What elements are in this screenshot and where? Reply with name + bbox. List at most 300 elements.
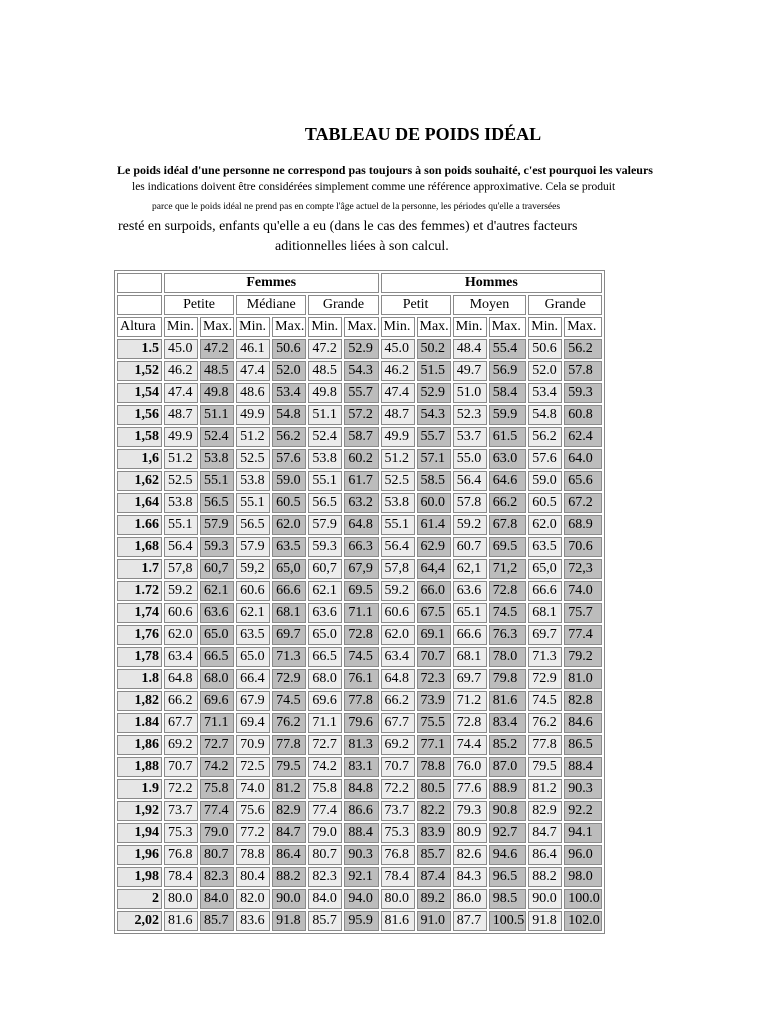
max-weight-cell: 100.0 (564, 889, 602, 909)
min-weight-cell: 63.6 (308, 603, 342, 623)
max-weight-cell: 75.7 (564, 603, 602, 623)
min-weight-cell: 51.0 (453, 383, 487, 403)
table-row (117, 735, 602, 755)
max-weight-cell: 52.9 (344, 339, 378, 359)
max-weight-cell: 54.3 (344, 361, 378, 381)
min-weight-cell: 80.9 (453, 823, 487, 843)
table-row (117, 625, 602, 645)
max-weight-cell: 56.5 (200, 493, 234, 513)
table-row (117, 405, 602, 425)
table-row (117, 537, 602, 557)
max-weight-cell: 47.2 (200, 339, 234, 359)
table-row (117, 801, 602, 821)
max-weight-cell: 62.0 (272, 515, 306, 535)
min-weight-cell: 75.6 (236, 801, 270, 821)
max-weight-cell: 85.7 (200, 911, 234, 931)
max-weight-cell: 79.2 (564, 647, 602, 667)
max-weight-cell: 59.3 (564, 383, 602, 403)
min-weight-cell: 52.5 (164, 471, 198, 491)
min-weight-cell: 59.3 (308, 537, 342, 557)
max-weight-cell: 75.8 (200, 779, 234, 799)
min-header-cell: Min. (164, 317, 198, 337)
min-weight-cell: 66.6 (453, 625, 487, 645)
height-cell: 1,94 (117, 823, 162, 843)
min-weight-cell: 66.6 (528, 581, 562, 601)
max-weight-cell: 59.3 (200, 537, 234, 557)
height-cell: 1,98 (117, 867, 162, 887)
size-header-cell: Médiane (236, 295, 306, 315)
min-header-cell: Min. (528, 317, 562, 337)
max-weight-cell: 90.3 (344, 845, 378, 865)
min-weight-cell: 59.2 (164, 581, 198, 601)
height-header-cell: Altura (117, 317, 162, 337)
table-row (117, 603, 602, 623)
max-weight-cell: 69.1 (417, 625, 451, 645)
intro-line-2: les indications doivent être considérées simplement comme une référence approximative. Cela se produit (132, 181, 616, 193)
min-weight-cell: 62.1 (236, 603, 270, 623)
max-weight-cell: 91.8 (272, 911, 306, 931)
height-cell: 1.5 (117, 339, 162, 359)
min-weight-cell: 45.0 (381, 339, 415, 359)
height-cell: 1,68 (117, 537, 162, 557)
min-weight-cell: 76.2 (528, 713, 562, 733)
height-cell: 1.84 (117, 713, 162, 733)
min-weight-cell: 56.4 (453, 471, 487, 491)
min-weight-cell: 74.0 (236, 779, 270, 799)
max-weight-cell: 96.0 (564, 845, 602, 865)
max-weight-cell: 54.3 (417, 405, 451, 425)
height-cell: 1,82 (117, 691, 162, 711)
max-weight-cell: 68.1 (272, 603, 306, 623)
min-weight-cell: 65.0 (236, 647, 270, 667)
max-weight-cell: 72.8 (489, 581, 527, 601)
max-header-cell: Max. (489, 317, 527, 337)
max-weight-cell: 64.8 (344, 515, 378, 535)
size-header-cell: Moyen (453, 295, 527, 315)
min-weight-cell: 74.2 (308, 757, 342, 777)
min-weight-cell: 72.5 (236, 757, 270, 777)
min-weight-cell: 47.4 (164, 383, 198, 403)
max-weight-cell: 57.1 (417, 449, 451, 469)
min-weight-cell: 72.7 (308, 735, 342, 755)
max-weight-cell: 59.9 (489, 405, 527, 425)
min-weight-cell: 70.9 (236, 735, 270, 755)
min-weight-cell: 73.7 (164, 801, 198, 821)
min-weight-cell: 82.3 (308, 867, 342, 887)
max-weight-cell: 94.0 (344, 889, 378, 909)
max-header-cell: Max. (344, 317, 378, 337)
min-weight-cell: 59.0 (528, 471, 562, 491)
min-weight-cell: 76.0 (453, 757, 487, 777)
max-weight-cell: 85.2 (489, 735, 527, 755)
min-header-cell: Min. (236, 317, 270, 337)
max-weight-cell: 57.6 (272, 449, 306, 469)
min-weight-cell: 63.5 (528, 537, 562, 557)
max-weight-cell: 98.0 (564, 867, 602, 887)
max-weight-cell: 78.0 (489, 647, 527, 667)
max-weight-cell: 59.0 (272, 471, 306, 491)
height-cell: 1,96 (117, 845, 162, 865)
max-weight-cell: 77.8 (344, 691, 378, 711)
max-weight-cell: 68.0 (200, 669, 234, 689)
min-weight-cell: 62,1 (453, 559, 487, 579)
min-weight-cell: 52.0 (528, 361, 562, 381)
size-header-cell: Petite (164, 295, 234, 315)
table-row (117, 471, 602, 491)
max-weight-cell: 72.9 (272, 669, 306, 689)
max-weight-cell: 60.8 (564, 405, 602, 425)
min-weight-cell: 48.5 (308, 361, 342, 381)
group-header-femmes: Femmes (164, 273, 379, 293)
max-weight-cell: 77.1 (417, 735, 451, 755)
max-weight-cell: 73.9 (417, 691, 451, 711)
min-weight-cell: 82.6 (453, 845, 487, 865)
min-weight-cell: 81.6 (164, 911, 198, 931)
table-row (117, 713, 602, 733)
min-weight-cell: 90.0 (528, 889, 562, 909)
table-row (117, 691, 602, 711)
max-weight-cell: 66.0 (417, 581, 451, 601)
max-weight-cell: 79.8 (489, 669, 527, 689)
max-weight-cell: 76.1 (344, 669, 378, 689)
min-weight-cell: 49.9 (381, 427, 415, 447)
max-weight-cell: 52.0 (272, 361, 306, 381)
min-weight-cell: 63.5 (236, 625, 270, 645)
min-weight-cell: 87.7 (453, 911, 487, 931)
max-weight-cell: 62.4 (564, 427, 602, 447)
min-weight-cell: 82.0 (236, 889, 270, 909)
minmax-header-row (117, 317, 602, 337)
max-weight-cell: 69.6 (200, 691, 234, 711)
min-weight-cell: 72.2 (164, 779, 198, 799)
max-weight-cell: 80.5 (417, 779, 451, 799)
min-weight-cell: 48.6 (236, 383, 270, 403)
max-weight-cell: 60.2 (344, 449, 378, 469)
max-weight-cell: 88.4 (564, 757, 602, 777)
max-weight-cell: 71.1 (344, 603, 378, 623)
intro-line-3: parce que le poids idéal ne prend pas en compte l'âge actuel de la personne, les périodes qu'elle a traversées (152, 202, 561, 212)
min-weight-cell: 75.3 (381, 823, 415, 843)
min-weight-cell: 67.9 (236, 691, 270, 711)
max-weight-cell: 92.2 (564, 801, 602, 821)
max-weight-cell: 84.8 (344, 779, 378, 799)
max-weight-cell: 83.9 (417, 823, 451, 843)
max-weight-cell: 67.8 (489, 515, 527, 535)
max-weight-cell: 94.6 (489, 845, 527, 865)
max-weight-cell: 64.0 (564, 449, 602, 469)
min-weight-cell: 76.8 (381, 845, 415, 865)
min-weight-cell: 77.4 (308, 801, 342, 821)
min-weight-cell: 84.0 (308, 889, 342, 909)
min-weight-cell: 49.9 (164, 427, 198, 447)
min-weight-cell: 56.2 (528, 427, 562, 447)
min-weight-cell: 63.4 (381, 647, 415, 667)
max-weight-cell: 49.8 (200, 383, 234, 403)
max-weight-cell: 82.2 (417, 801, 451, 821)
max-weight-cell: 60,7 (200, 559, 234, 579)
table-row (117, 669, 602, 689)
max-weight-cell: 55.4 (489, 339, 527, 359)
height-cell: 1,74 (117, 603, 162, 623)
max-weight-cell: 58.5 (417, 471, 451, 491)
min-weight-cell: 66.2 (164, 691, 198, 711)
max-weight-cell: 57.2 (344, 405, 378, 425)
intro-line-5: aditionnelles liées à son calcul. (275, 239, 449, 254)
max-weight-cell: 92.1 (344, 867, 378, 887)
min-weight-cell: 66.5 (308, 647, 342, 667)
size-header-cell: Grande (308, 295, 378, 315)
max-weight-cell: 72,3 (564, 559, 602, 579)
min-weight-cell: 55.1 (308, 471, 342, 491)
max-weight-cell: 95.9 (344, 911, 378, 931)
intro-line-1: Le poids idéal d'une personne ne correspond pas toujours à son poids souhaité, c'est pourquoi les valeurs (117, 163, 653, 177)
max-weight-cell: 57.9 (200, 515, 234, 535)
max-weight-cell: 64,4 (417, 559, 451, 579)
min-weight-cell: 62.0 (164, 625, 198, 645)
min-weight-cell: 48.7 (164, 405, 198, 425)
min-weight-cell: 75.8 (308, 779, 342, 799)
min-weight-cell: 82.9 (528, 801, 562, 821)
max-weight-cell: 86.6 (344, 801, 378, 821)
max-weight-cell: 81.0 (564, 669, 602, 689)
max-weight-cell: 48.5 (200, 361, 234, 381)
min-weight-cell: 57.9 (308, 515, 342, 535)
min-weight-cell: 53.8 (236, 471, 270, 491)
max-weight-cell: 63.2 (344, 493, 378, 513)
max-weight-cell: 98.5 (489, 889, 527, 909)
min-weight-cell: 59.2 (453, 515, 487, 535)
min-weight-cell: 71.2 (453, 691, 487, 711)
min-weight-cell: 50.6 (528, 339, 562, 359)
height-cell: 1,64 (117, 493, 162, 513)
min-weight-cell: 51.2 (236, 427, 270, 447)
min-weight-cell: 79.3 (453, 801, 487, 821)
page-title: TABLEAU DE POIDS IDÉAL (304, 124, 542, 144)
max-weight-cell: 74.5 (344, 647, 378, 667)
max-weight-cell: 83.4 (489, 713, 527, 733)
min-weight-cell: 46.1 (236, 339, 270, 359)
height-cell: 1,78 (117, 647, 162, 667)
max-weight-cell: 75.5 (417, 713, 451, 733)
height-cell: 1,92 (117, 801, 162, 821)
min-weight-cell: 55.1 (381, 515, 415, 535)
min-weight-cell: 56.5 (308, 493, 342, 513)
min-weight-cell: 57,8 (381, 559, 415, 579)
max-weight-cell: 63.0 (489, 449, 527, 469)
max-weight-cell: 100.5 (489, 911, 527, 931)
max-weight-cell: 81.6 (489, 691, 527, 711)
max-weight-cell: 89.2 (417, 889, 451, 909)
max-weight-cell: 71,2 (489, 559, 527, 579)
min-weight-cell: 79.0 (308, 823, 342, 843)
min-header-cell: Min. (308, 317, 342, 337)
max-weight-cell: 90.3 (564, 779, 602, 799)
max-weight-cell: 66.5 (200, 647, 234, 667)
min-weight-cell: 52.3 (453, 405, 487, 425)
max-weight-cell: 71.1 (200, 713, 234, 733)
max-weight-cell: 65.0 (200, 625, 234, 645)
max-weight-cell: 68.9 (564, 515, 602, 535)
min-weight-cell: 80.0 (381, 889, 415, 909)
max-weight-cell: 79.5 (272, 757, 306, 777)
table-row (117, 757, 602, 777)
size-header-cell: Petit (381, 295, 451, 315)
min-weight-cell: 85.7 (308, 911, 342, 931)
min-weight-cell: 57,8 (164, 559, 198, 579)
min-weight-cell: 55.1 (164, 515, 198, 535)
max-weight-cell: 90.8 (489, 801, 527, 821)
size-header-cell: Grande (528, 295, 602, 315)
min-weight-cell: 52.5 (381, 471, 415, 491)
max-weight-cell: 82.8 (564, 691, 602, 711)
max-weight-cell: 63.5 (272, 537, 306, 557)
max-weight-cell: 72.3 (417, 669, 451, 689)
min-weight-cell: 65.1 (453, 603, 487, 623)
height-cell: 1,56 (117, 405, 162, 425)
min-weight-cell: 56.5 (236, 515, 270, 535)
min-weight-cell: 57.8 (453, 493, 487, 513)
table-row (117, 823, 602, 843)
min-weight-cell: 80.7 (308, 845, 342, 865)
min-weight-cell: 70.7 (164, 757, 198, 777)
max-header-cell: Max. (272, 317, 306, 337)
max-weight-cell: 65,0 (272, 559, 306, 579)
height-cell: 1,88 (117, 757, 162, 777)
blank-header-cell (117, 295, 162, 315)
max-header-cell: Max. (564, 317, 602, 337)
min-weight-cell: 86.0 (453, 889, 487, 909)
max-weight-cell: 82.9 (272, 801, 306, 821)
max-weight-cell: 54.8 (272, 405, 306, 425)
max-weight-cell: 74.2 (200, 757, 234, 777)
min-weight-cell: 91.8 (528, 911, 562, 931)
table-row (117, 383, 602, 403)
max-weight-cell: 56.9 (489, 361, 527, 381)
max-weight-cell: 66.6 (272, 581, 306, 601)
min-weight-cell: 72.9 (528, 669, 562, 689)
height-cell: 1.66 (117, 515, 162, 535)
max-weight-cell: 70.7 (417, 647, 451, 667)
max-weight-cell: 86.4 (272, 845, 306, 865)
table-row (117, 515, 602, 535)
min-weight-cell: 47.2 (308, 339, 342, 359)
min-weight-cell: 80.0 (164, 889, 198, 909)
min-weight-cell: 67.7 (164, 713, 198, 733)
min-weight-cell: 78.4 (164, 867, 198, 887)
max-weight-cell: 69.5 (489, 537, 527, 557)
table-row (117, 493, 602, 513)
min-weight-cell: 65,0 (528, 559, 562, 579)
max-weight-cell: 83.1 (344, 757, 378, 777)
group-header-row (117, 273, 602, 293)
min-weight-cell: 55.0 (453, 449, 487, 469)
max-weight-cell: 82.3 (200, 867, 234, 887)
max-weight-cell: 51.5 (417, 361, 451, 381)
max-weight-cell: 69.5 (344, 581, 378, 601)
max-weight-cell: 55.7 (417, 427, 451, 447)
max-weight-cell: 76.2 (272, 713, 306, 733)
height-cell: 1,6 (117, 449, 162, 469)
min-weight-cell: 88.2 (528, 867, 562, 887)
table-row (117, 867, 602, 887)
max-weight-cell: 81.3 (344, 735, 378, 755)
max-weight-cell: 86.5 (564, 735, 602, 755)
min-weight-cell: 46.2 (164, 361, 198, 381)
min-weight-cell: 53.8 (308, 449, 342, 469)
height-cell: 1.72 (117, 581, 162, 601)
min-weight-cell: 63.4 (164, 647, 198, 667)
min-weight-cell: 48.4 (453, 339, 487, 359)
height-cell: 1,86 (117, 735, 162, 755)
min-weight-cell: 70.7 (381, 757, 415, 777)
max-weight-cell: 69.7 (272, 625, 306, 645)
max-weight-cell: 56.2 (272, 427, 306, 447)
min-weight-cell: 59.2 (381, 581, 415, 601)
min-weight-cell: 68.1 (528, 603, 562, 623)
min-weight-cell: 69.6 (308, 691, 342, 711)
max-weight-cell: 67.5 (417, 603, 451, 623)
min-weight-cell: 69.7 (453, 669, 487, 689)
min-weight-cell: 83.6 (236, 911, 270, 931)
min-weight-cell: 78.8 (236, 845, 270, 865)
max-weight-cell: 96.5 (489, 867, 527, 887)
max-weight-cell: 88.4 (344, 823, 378, 843)
group-header-hommes: Hommes (381, 273, 603, 293)
min-weight-cell: 49.7 (453, 361, 487, 381)
max-weight-cell: 64.6 (489, 471, 527, 491)
max-weight-cell: 53.8 (200, 449, 234, 469)
min-weight-cell: 52.4 (308, 427, 342, 447)
max-weight-cell: 55.7 (344, 383, 378, 403)
min-weight-cell: 52.5 (236, 449, 270, 469)
max-weight-cell: 84.6 (564, 713, 602, 733)
max-weight-cell: 52.4 (200, 427, 234, 447)
max-weight-cell: 88.9 (489, 779, 527, 799)
min-weight-cell: 51.1 (308, 405, 342, 425)
min-weight-cell: 62.1 (308, 581, 342, 601)
max-weight-cell: 52.9 (417, 383, 451, 403)
min-weight-cell: 51.2 (381, 449, 415, 469)
min-weight-cell: 56.4 (381, 537, 415, 557)
min-weight-cell: 84.3 (453, 867, 487, 887)
max-weight-cell: 50.6 (272, 339, 306, 359)
min-weight-cell: 69.7 (528, 625, 562, 645)
min-weight-cell: 75.3 (164, 823, 198, 843)
max-weight-cell: 70.6 (564, 537, 602, 557)
max-weight-cell: 53.4 (272, 383, 306, 403)
corner-cell (117, 273, 162, 293)
max-weight-cell: 84.0 (200, 889, 234, 909)
min-weight-cell: 60.7 (453, 537, 487, 557)
max-weight-cell: 84.7 (272, 823, 306, 843)
max-weight-cell: 50.2 (417, 339, 451, 359)
max-weight-cell: 55.1 (200, 471, 234, 491)
min-weight-cell: 60,7 (308, 559, 342, 579)
min-weight-cell: 54.8 (528, 405, 562, 425)
max-weight-cell: 67.2 (564, 493, 602, 513)
min-weight-cell: 77.2 (236, 823, 270, 843)
max-weight-cell: 72.7 (200, 735, 234, 755)
min-weight-cell: 81.6 (381, 911, 415, 931)
height-cell: 1.8 (117, 669, 162, 689)
min-weight-cell: 53.4 (528, 383, 562, 403)
table-row (117, 449, 602, 469)
max-weight-cell: 88.2 (272, 867, 306, 887)
min-weight-cell: 60.5 (528, 493, 562, 513)
min-weight-cell: 60.6 (236, 581, 270, 601)
min-weight-cell: 49.8 (308, 383, 342, 403)
max-weight-cell: 67,9 (344, 559, 378, 579)
